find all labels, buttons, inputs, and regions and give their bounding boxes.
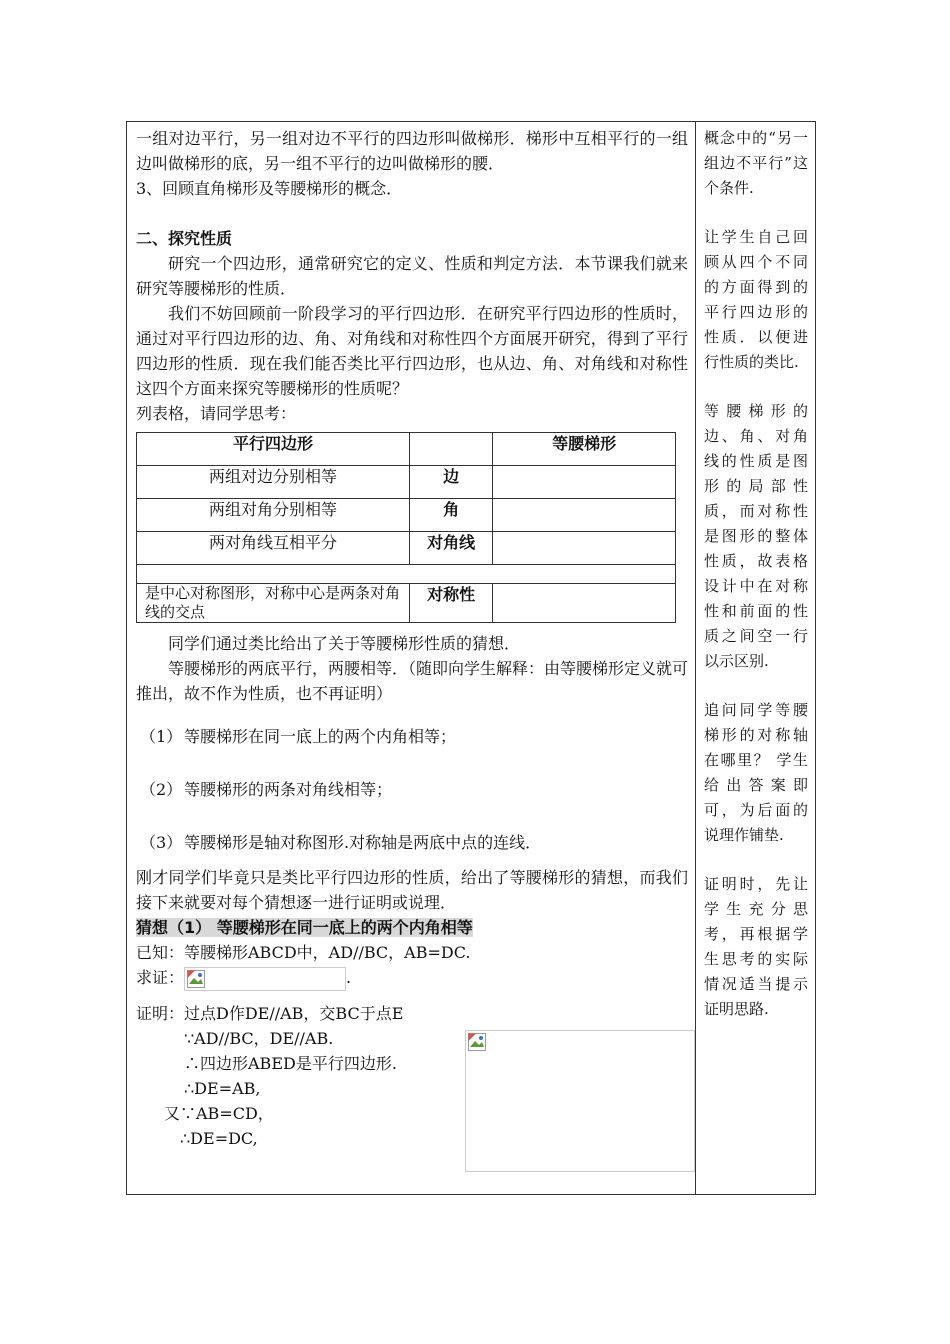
- given-statement: 已知：等腰梯形ABCD中，AD//BC，AB=DC.: [136, 943, 471, 962]
- lesson-table: [126, 121, 816, 1195]
- row-left-cell: 两对角线互相平分: [137, 532, 410, 565]
- item-number: （2）: [140, 780, 183, 799]
- item-number: （3）: [140, 833, 183, 852]
- row-left-cell: 是中心对称图形，对称中心是两条对角线的交点: [137, 584, 410, 623]
- conjecture-title: [136, 915, 688, 940]
- table-intro: 列表格，请同学思考：: [136, 404, 297, 423]
- transition-paragraph: 刚才同学们毕竟只是类比平行四边形的性质，给出了等腰梯形的猜想，而我们接下来就要对每个猜想逐一进行证明或说理．: [136, 868, 688, 912]
- legs-note: 等腰梯形的两底平行，两腰相等．（随即向学生解释：由等腰梯形定义就可推出，故不作为性质，也不再证明）: [136, 659, 689, 703]
- conjecture-title-text: 猜想（1） 等腰梯形在同一底上的两个内角相等: [136, 918, 473, 937]
- prove-tail: .: [346, 968, 352, 987]
- note-concept: 概念中的“另一组边不平行”这个条件.: [704, 129, 808, 197]
- table-row: [137, 584, 676, 623]
- column-divider: [695, 122, 696, 1194]
- review-item-3: 3、回顾直角梯形及等腰梯形的概念．: [136, 179, 403, 198]
- conjecture-item: [136, 777, 688, 802]
- proof-line: 证明：过点D作DE//AB，交BC于点E: [136, 1003, 404, 1023]
- table-row: [137, 532, 676, 565]
- item-text: 等腰梯形是轴对称图形.对称轴是两底中点的连线．: [184, 833, 542, 852]
- main-column: [136, 126, 688, 1151]
- paragraph-analogy: 我们不妨回顾前一阶段学习的平行四边形．在研究平行四边形的性质时，通过对平行四边形的边、角、对角线和对称性四个方面展开研究，得到了平行四边形的性质．现在我们能否类比平行四边形，也从边、角、对角线和对称性这四个方面来探究等腰梯形的性质呢？: [136, 304, 688, 398]
- table-spacer-row: [137, 565, 676, 584]
- prove-line: [136, 965, 688, 991]
- formula-image-placeholder: [184, 967, 346, 991]
- row-mid-cell: 对角线: [409, 532, 492, 565]
- note-symmetry-axis: 追问同学等腰梯形的对称轴在哪里？ 学生给出答案即可，为后面的说理作铺垫.: [704, 701, 808, 844]
- row-mid-cell: 角: [409, 499, 492, 532]
- trapezoid-definition: 一组对边平行，另一组对边不平行的四边形叫做梯形．梯形中互相平行的一组边叫做梯形的底，另一组不平行的边叫做梯形的腰．: [136, 129, 688, 173]
- row-right-cell: [493, 532, 676, 565]
- proof-line: ∴DE=AB,: [184, 1078, 261, 1098]
- proof-line: ∵AD//BC，DE//AB.: [184, 1028, 334, 1048]
- proof-line: ∴DE=DC,: [180, 1128, 258, 1148]
- prove-label: 求证：: [136, 968, 185, 987]
- table-header-row: [137, 433, 676, 466]
- item-number: （1）: [140, 727, 183, 746]
- broken-image-icon: [187, 970, 205, 988]
- conjecture-intro: 同学们通过类比给出了关于等腰梯形性质的猜想．: [168, 634, 521, 653]
- table-row: [137, 499, 676, 532]
- header-empty: [409, 433, 492, 466]
- note-proof-hint: 证明时，先让学生充分思考，再根据学生思考的实际情况适当提示证明思路.: [704, 875, 808, 1018]
- figure-image-placeholder: [465, 1030, 695, 1172]
- broken-image-icon: [468, 1033, 486, 1051]
- row-right-cell: [493, 499, 676, 532]
- proof-line: ∴四边形ABED是平行四边形.: [184, 1053, 397, 1073]
- row-right-cell: [493, 584, 676, 623]
- row-mid-cell: 对称性: [409, 584, 492, 623]
- table-row: [137, 466, 676, 499]
- comparison-table: [136, 432, 676, 623]
- header-isosceles-trapezoid: 等腰梯形: [493, 433, 676, 466]
- note-review: 让学生自己回顾从四个不同的方面得到的平行四边形的性质．以便进行性质的类比.: [704, 228, 808, 371]
- row-left-cell: 两组对边分别相等: [137, 466, 410, 499]
- item-text: 等腰梯形在同一底上的两个内角相等；: [184, 727, 457, 746]
- conjecture-item: [136, 830, 688, 855]
- notes-column: [704, 126, 808, 1046]
- header-parallelogram: 平行四边形: [137, 433, 410, 466]
- row-mid-cell: 边: [409, 466, 492, 499]
- proof-line: 又∵AB=CD，: [164, 1103, 274, 1123]
- note-table-design: 等腰梯形的边、角、对角线的性质是图形的局部性质，而对称性是图形的整体性质，故表格设计中在对称性和前面的性质之间空一行以示区别.: [704, 402, 808, 670]
- row-left-cell: 两组对角分别相等: [137, 499, 410, 532]
- conjecture-item: [136, 724, 688, 749]
- section-heading: 二、探究性质: [136, 229, 233, 248]
- row-right-cell: [493, 466, 676, 499]
- item-text: 等腰梯形的两条对角线相等；: [184, 780, 393, 799]
- paragraph-study: 研究一个四边形，通常研究它的定义、性质和判定方法．本节课我们就来研究等腰梯形的性质．: [136, 254, 688, 298]
